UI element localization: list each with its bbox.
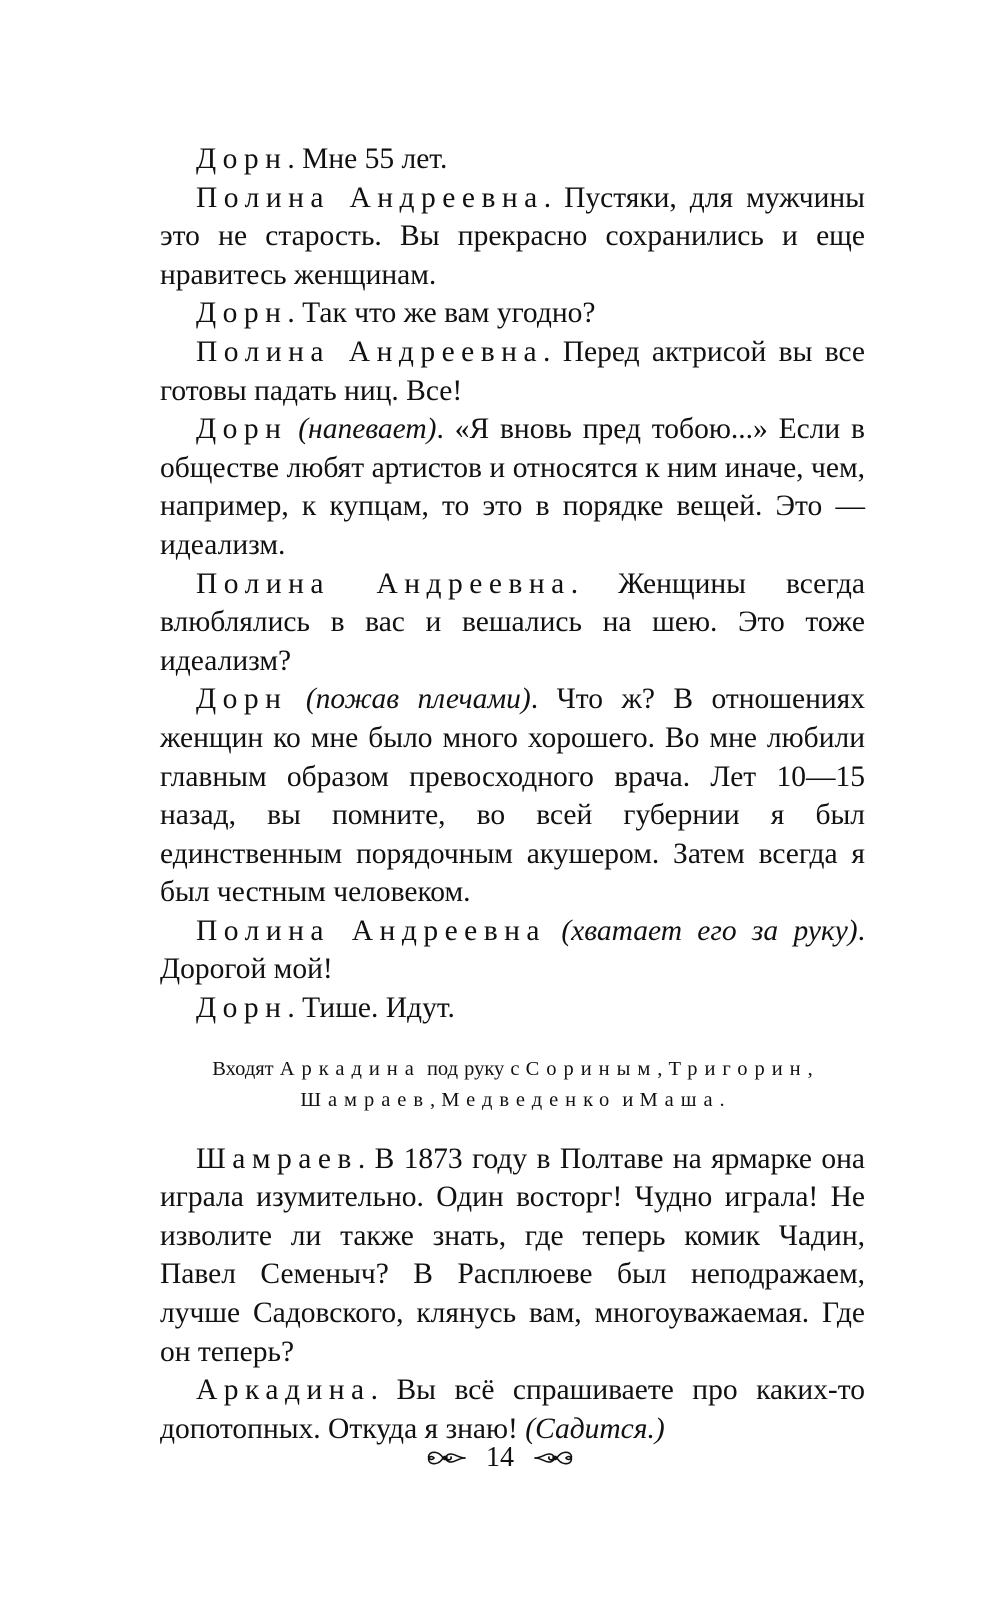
speaker-name: Шамраев xyxy=(196,1142,358,1175)
speaker-name: Полина Андреевна xyxy=(196,335,544,368)
stage-text: , xyxy=(807,1057,813,1080)
line-text: . Что ж? В отношениях женщин ко мне было много хорошего. Во мне любили главным образом превосходного врача. Лет 10—15 назад, вы помните, во всей губернии я был единственным порядочным акушером. Затем всегда я был честным человеком. xyxy=(160,683,865,909)
dialogue-line-polina-2 xyxy=(160,333,865,410)
fleuron-ornament-icon xyxy=(425,1445,469,1471)
dialogue-line-dorn-1 xyxy=(160,140,865,179)
speaker-name: Полина Андреевна xyxy=(196,567,571,600)
character-name: Сориным xyxy=(525,1057,658,1080)
stage-text: Входят xyxy=(212,1057,274,1080)
stage-direction xyxy=(160,1054,865,1116)
line-text: . В 1873 году в Полтаве на ярмарке она играла изумительно. Один восторг! Чудно играла! Не изволите ли также знать, где теперь комик Чадин, Павел Семеныч? В Расплюеве был неподражаем, лучше Садовского, клянусь вам, многоуважаемая. Где он теперь? xyxy=(160,1142,865,1368)
speaker-name: Дорн xyxy=(196,683,288,716)
stage-text: , xyxy=(429,1088,436,1111)
speaker-name: Аркадина xyxy=(196,1374,371,1407)
stage-remark: (напевает) xyxy=(298,413,437,446)
character-name: Аркадина xyxy=(279,1057,421,1080)
line-text: . Мне 55 лет. xyxy=(287,143,448,175)
line-text: . Пустяки, для мужчины это не старость. Вы прекрасно сохранились и еще нравитесь женщинам. xyxy=(160,181,865,291)
line-text: . «Я вновь пред тобою...» Если в обществе любят артистов и относятся к ним иначе, чем, например, к купцам, то это в порядке вещей. Это — идеализм. xyxy=(160,413,865,561)
stage-remark: (Садится.) xyxy=(525,1412,665,1445)
page-body xyxy=(160,140,865,1448)
page-footer xyxy=(0,1436,1000,1478)
dialogue-line-polina-3 xyxy=(160,565,865,681)
character-name: Медведенко xyxy=(441,1088,617,1111)
dialogue-line-dorn-3 xyxy=(160,410,865,564)
dialogue-line-dorn-5 xyxy=(160,989,865,1028)
character-name: Маша xyxy=(639,1088,720,1111)
stage-text: , xyxy=(657,1057,663,1080)
dialogue-line-shamraev-1 xyxy=(160,1140,865,1372)
speaker-name: Дорн xyxy=(196,143,288,175)
fleuron-ornament-icon xyxy=(531,1445,575,1471)
speaker-name: Полина Андреевна xyxy=(196,181,544,214)
stage-text: под руку с xyxy=(426,1057,520,1080)
character-name: Тригорин xyxy=(668,1057,808,1080)
stage-text: и xyxy=(622,1088,634,1111)
line-text: . Женщины всегда влюблялись в вас и вешались на шею. Это тоже идеализм? xyxy=(160,567,865,677)
line-text: . Тише. Идут. xyxy=(287,992,455,1025)
speaker-name: Дорн xyxy=(196,992,288,1025)
stage-text: . xyxy=(719,1088,725,1111)
speaker-name: Дорн xyxy=(196,297,288,330)
speaker-name: Полина Андреевна xyxy=(196,914,547,947)
character-name: Шамраев xyxy=(300,1088,430,1111)
dialogue-line-polina-4 xyxy=(160,912,865,989)
dialogue-line-dorn-2 xyxy=(160,294,865,333)
stage-remark: (хватает его за руку) xyxy=(561,914,858,947)
page-number: 14 xyxy=(486,1441,514,1473)
line-text: . Дорогой мой! xyxy=(160,914,865,986)
dialogue-line-polina-1 xyxy=(160,179,865,295)
dialogue-line-dorn-4 xyxy=(160,680,865,912)
line-text: . Так что же вам угодно? xyxy=(287,297,596,330)
line-text: . Вы всё спрашиваете про каких-то допотопных. Откуда я знаю! xyxy=(160,1374,865,1445)
speaker-name: Дорн xyxy=(196,413,288,446)
line-text: . Перед актрисой вы все готовы падать ниц. Все! xyxy=(160,335,865,407)
stage-remark: (пожав плечами) xyxy=(305,683,531,716)
